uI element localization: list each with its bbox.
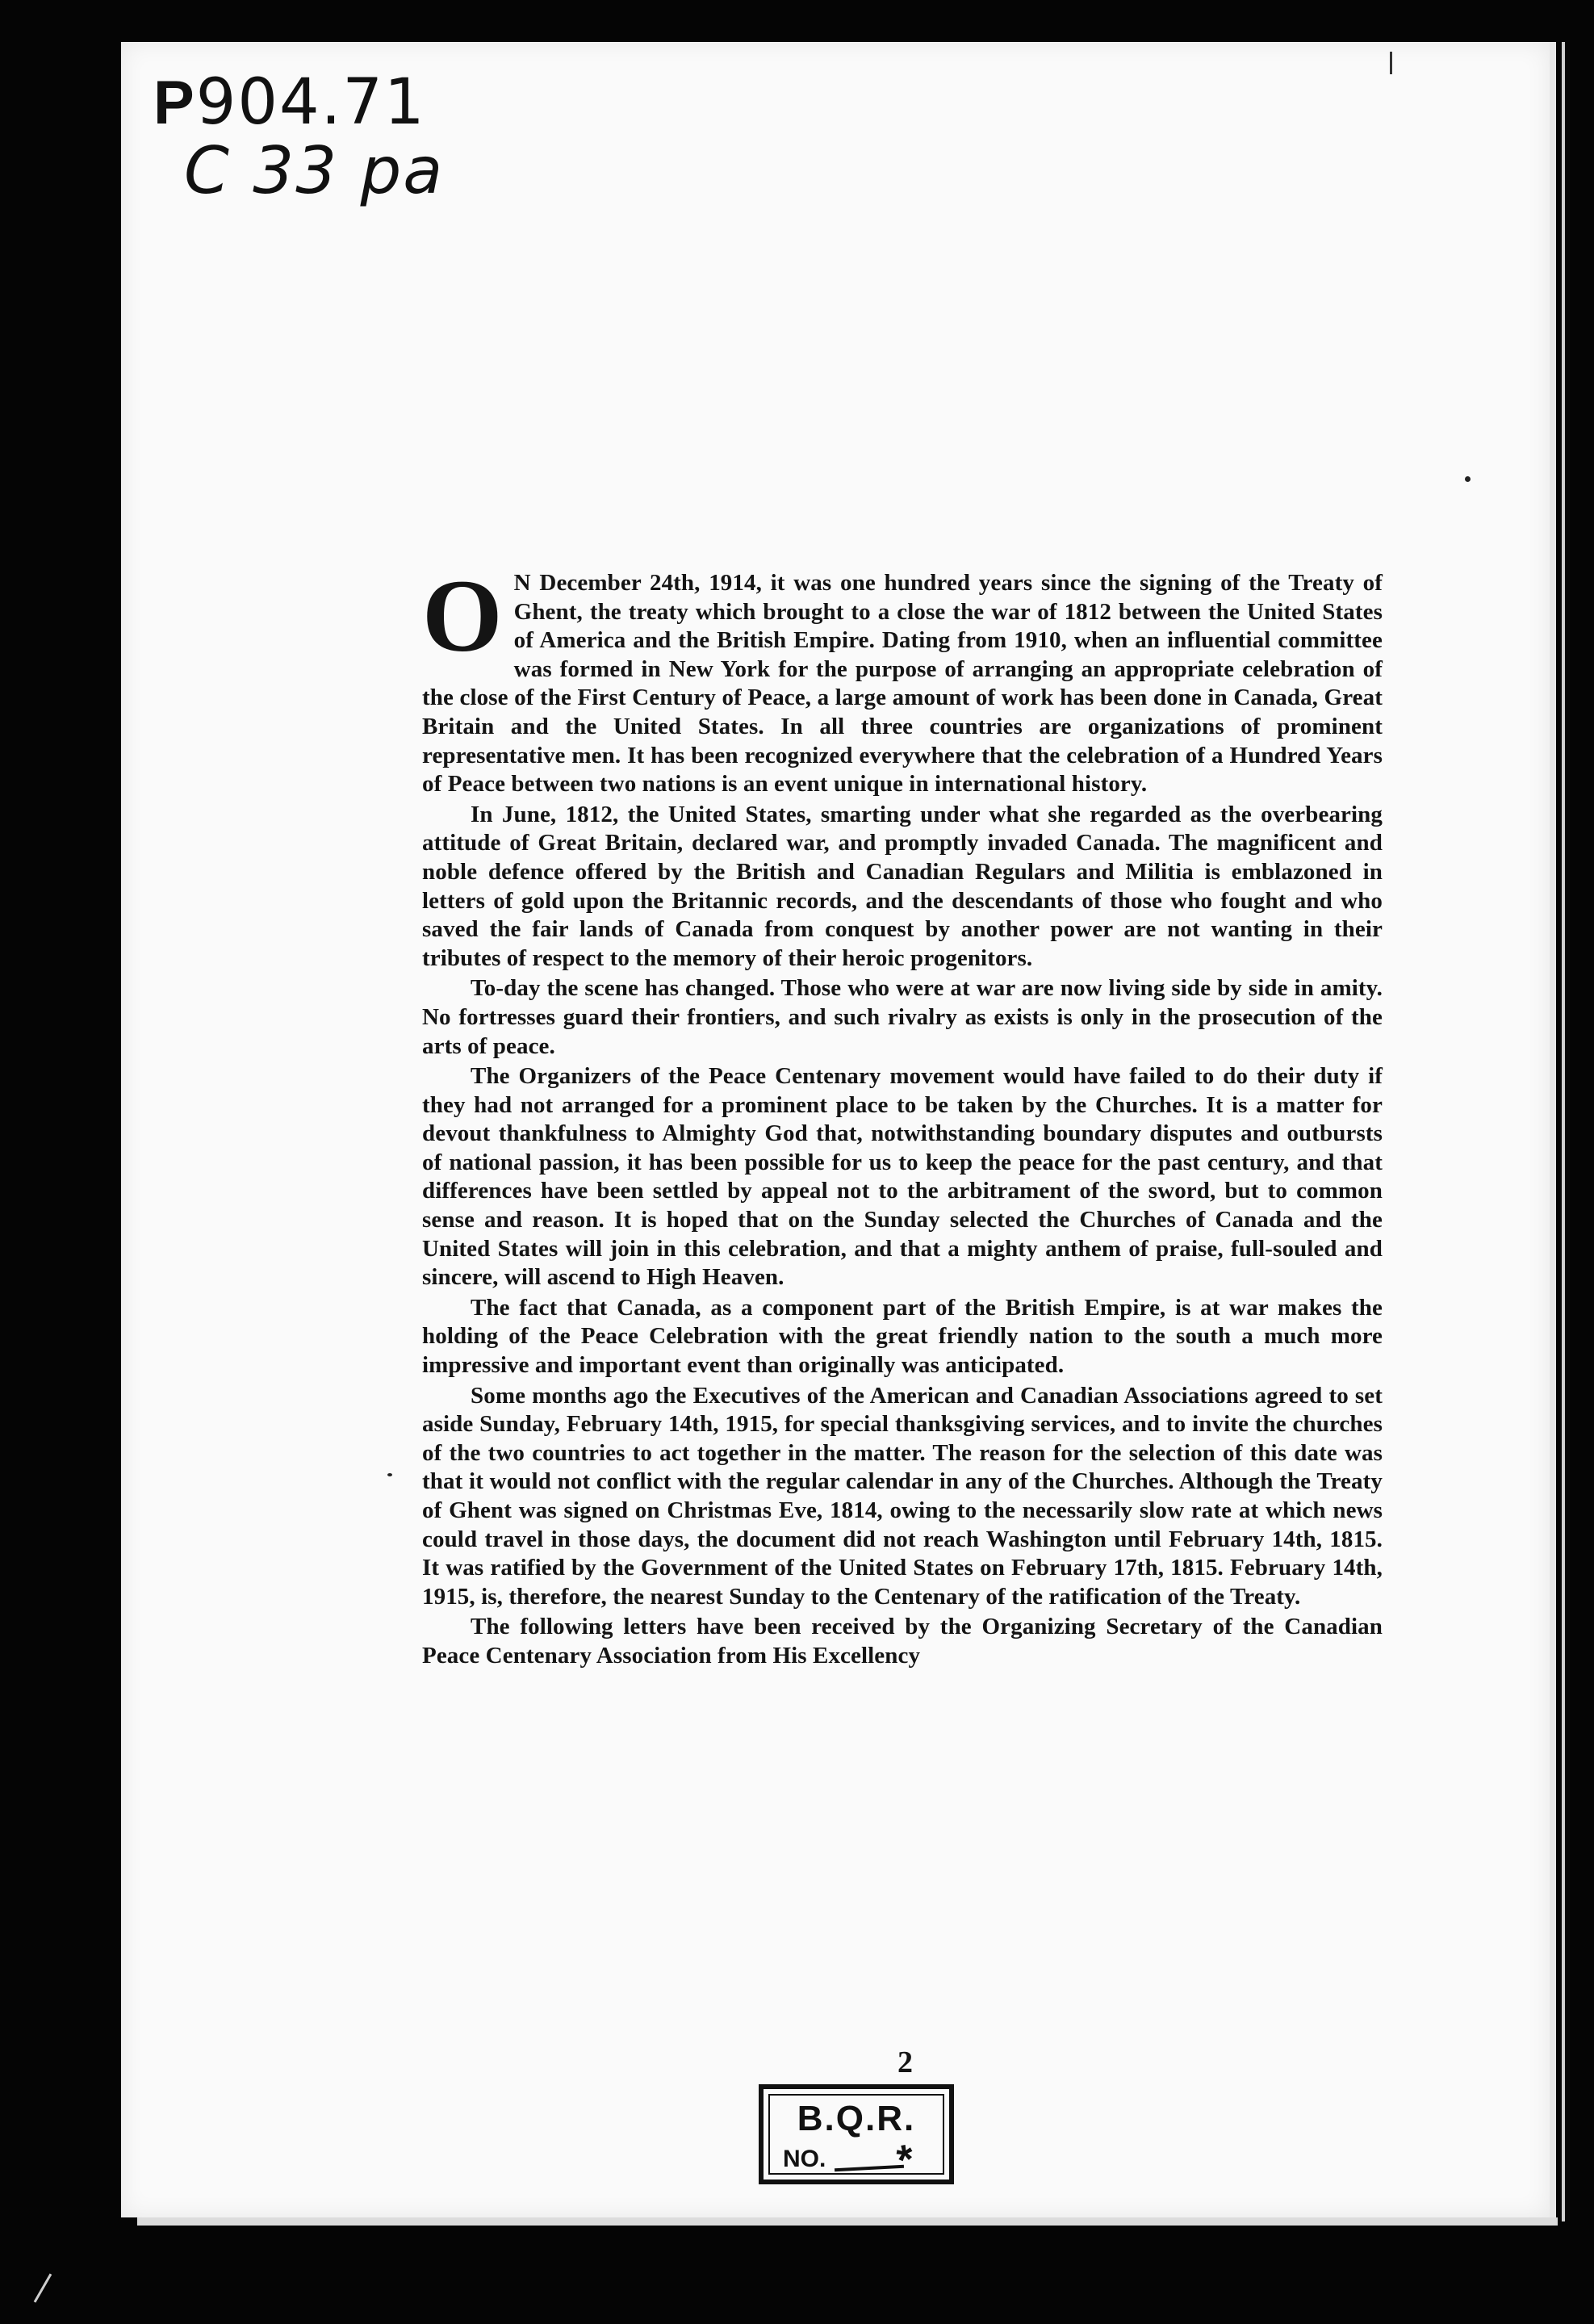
stamp-title: B.Q.R.	[797, 2099, 916, 2138]
paragraph: The Organizers of the Peace Centenary movement would have failed to do their duty if they had not arranged for a prominent place to be taken by the Churches. It is a matter for devout thankfulness to Almighty God that, notwithstanding boundary disputes and outbursts of national passion, it has been possible for us to keep the peace for the past century, and that differences have been settled by appeal not to the arbitrament of the sword, but to common sense and reason. It is hoped that on the Sunday selected the Churches of Canada and the United States will join in this celebration, and that a mighty anthem of praise, full-souled and sincere, will ascend to High Heaven.	[422, 1063, 1383, 1291]
page-edge	[1562, 42, 1565, 2221]
page-edge	[137, 2217, 1558, 2226]
call-number-value: 904.71	[195, 66, 426, 139]
call-number-prefix: P	[153, 69, 196, 137]
paragraph: Some months ago the Executives of the American and Canadian Associations agreed to set aside Sunday, February 14th, 1915, for special thanksgiving services, and to invite the churches of the two countries to act together in the matter. The reason for the selection of this date was that it would not conflict with the regular calendar in any of the Churches. Although the Treaty of Ghent was signed on Christmas Eve, 1814, owing to the necessarily slow rate at which news could travel in those days, the document did not reach Washington until February 14th, 1815. It was ratified by the Government of the United States on February 17th, 1815. February 14th, 1915, is, therefore, the nearest Sunday to the Centenary of the ratification of the Treaty.	[422, 1382, 1383, 1610]
paragraph-text: N December 24th, 1914, it was one hundred years since the signing of the Treaty of Ghent, the treaty which brought to a close the war of 1812 between the United States of America and the British Empire. Dating from 1910, when an influential committee was formed in New York for the purpose of arranging an appropriate celebration of the close of the First Century of Peace, a large amount of work has been done in Canada, Great Britain and the United States. In all three countries are organizations of prominent representative men. It has been recognized everywhere that the celebration of a Hundred Years of Peace between two nations is an event unique in international history.	[422, 570, 1383, 798]
scan-speck	[387, 1473, 392, 1476]
paragraph: The following letters have been received by the Organizing Secretary of the Canadian Peace Centenary Association from His Excellency	[422, 1614, 1383, 1669]
drop-cap: O	[422, 559, 503, 673]
paragraph: In June, 1812, the United States, smarting under what she regarded as the overbearing attitude of Great Britain, declared war, and promptly invaded Canada. The magnificent and noble defence offered by the British and Canadian Regulars and Militia is emblazoned in letters of gold upon the Britannic records, and the descendants of those who fought and who saved the fair lands of Canada from conquest by another power are not wanting in their tributes of respect to the memory of their heroic progenitors.	[422, 801, 1383, 971]
call-number-cutter: C 33 pa	[184, 133, 445, 208]
library-stamp	[759, 2084, 954, 2184]
paragraph: The fact that Canada, as a component part of the British Empire, is at war makes the holding of the Peace Celebration with the great friendly nation to the south a much more impressive and important event than originally was anticipated.	[422, 1294, 1383, 1379]
article-body	[422, 559, 1383, 1673]
stamp-handwritten-mark: *	[893, 2135, 918, 2185]
scan-speck	[1465, 476, 1471, 482]
paragraph: To-day the scene has changed. Those who were at war are now living side by side in amity. No fortresses guard their frontiers, and such rivalry as exists is only in the prosecution of the arts of peace.	[422, 975, 1383, 1059]
scan-mark	[1390, 52, 1392, 74]
stamp-number-label: NO.	[783, 2146, 826, 2172]
call-number-class	[153, 66, 444, 139]
page-edge	[1550, 42, 1556, 2221]
page-number: 2	[897, 2046, 913, 2079]
paragraph	[422, 559, 1383, 799]
catalog-call-number	[153, 66, 445, 208]
